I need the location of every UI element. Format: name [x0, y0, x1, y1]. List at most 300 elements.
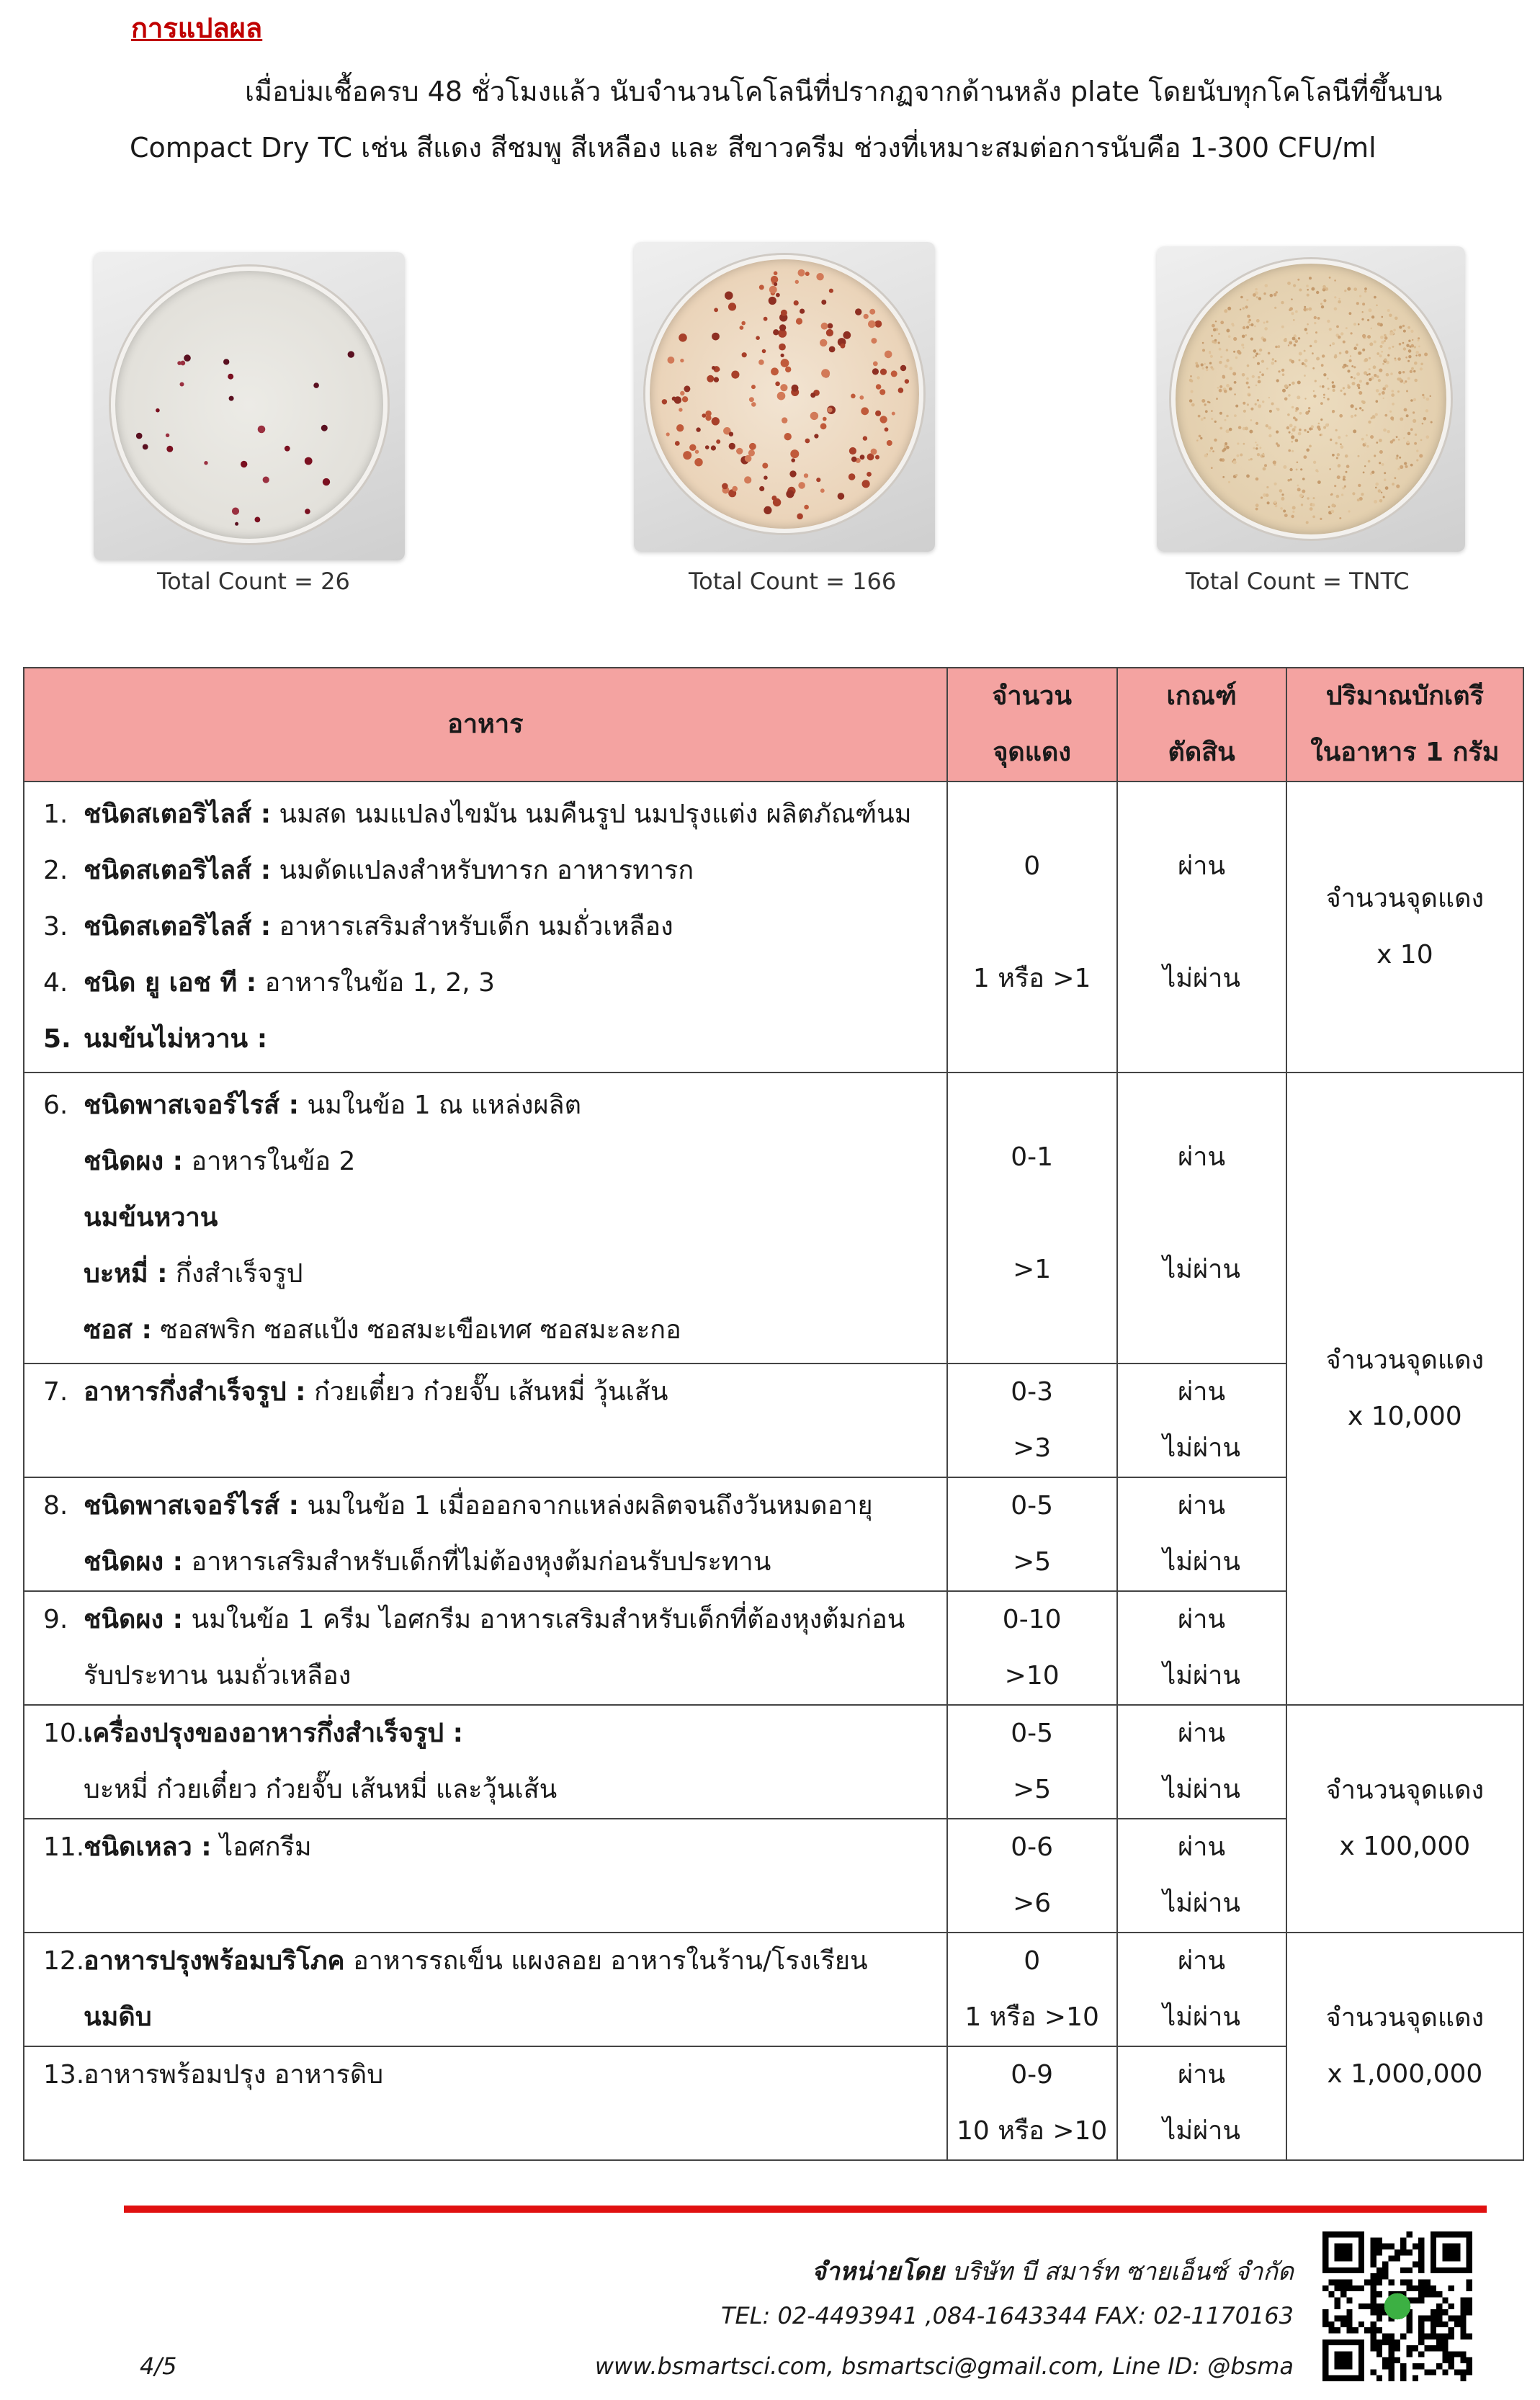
colony-dot	[1243, 402, 1245, 405]
colony-dot	[756, 336, 760, 340]
colony-dot	[1410, 399, 1413, 402]
colony-dot	[1231, 323, 1234, 326]
colony-dot	[1346, 365, 1348, 367]
colony-dot	[728, 303, 736, 310]
bacteria-formula-line1: จำนวนจุดแดง	[1325, 884, 1485, 913]
colony-dot	[1304, 398, 1306, 399]
colony-dot	[1261, 496, 1263, 498]
colony-dot	[1291, 298, 1292, 300]
colony-dot	[1334, 296, 1336, 298]
colony-dot	[1368, 460, 1371, 463]
colony-dot	[1235, 474, 1237, 476]
colony-dot	[1222, 476, 1225, 478]
plate-caption-1: Total Count = 26	[157, 568, 350, 595]
colony-dot	[1379, 462, 1381, 464]
colony-dot	[792, 385, 799, 392]
colony-dot	[712, 366, 715, 370]
food-cell-12	[24, 1933, 947, 2046]
colony-dot	[1195, 362, 1198, 365]
colony-dot	[1281, 493, 1284, 496]
colony-dot	[1320, 385, 1322, 388]
colony-dot	[1218, 333, 1220, 335]
colony-dot	[1379, 354, 1382, 357]
criteria-cell-6	[1117, 1073, 1286, 1364]
page-number: 4/5	[140, 2352, 177, 2380]
colony-dot	[1310, 507, 1313, 511]
item-number: 4.	[43, 968, 68, 998]
colony-dot	[1215, 321, 1217, 322]
colony-dot	[1307, 431, 1309, 433]
colony-dot	[684, 385, 690, 392]
bacteria-formula-line2: x 10	[1376, 940, 1433, 970]
colony-dot	[1405, 465, 1407, 468]
colony-dot	[1378, 379, 1381, 382]
colony-dot	[694, 458, 702, 466]
colony-dot	[1407, 360, 1410, 362]
bacteria-formula-line2: x 100,000	[1339, 1832, 1471, 1861]
header-food: อาหาร	[24, 668, 947, 782]
colony-dot	[875, 455, 879, 460]
colony-dot	[874, 321, 882, 328]
colony-dot	[1418, 339, 1420, 341]
colony-dot	[1306, 332, 1308, 334]
colony-dot	[1304, 359, 1308, 362]
header-bacteria-line2: ในอาหาร 1 กรัม	[1310, 738, 1500, 767]
colony-dot	[1396, 436, 1398, 438]
colony-dot	[1288, 344, 1289, 346]
count-cell-g1	[947, 782, 1117, 1073]
colony-dot	[1209, 362, 1212, 364]
colony-dot	[871, 449, 877, 455]
colony-dot	[1352, 382, 1356, 385]
colony-dot	[1229, 388, 1232, 391]
colony-dot	[1250, 323, 1253, 326]
colony-dot	[680, 391, 684, 395]
colony-dot	[1263, 292, 1266, 295]
colony-dot	[263, 477, 269, 483]
colony-dot	[1361, 409, 1364, 411]
colony-dot	[1420, 363, 1423, 366]
colony-dot	[323, 478, 330, 485]
colony-dot	[1418, 346, 1420, 348]
colony-dot	[1280, 507, 1283, 510]
colony-dot	[820, 423, 827, 429]
colony-dot	[1407, 377, 1410, 380]
colony-dot	[821, 300, 826, 305]
colony-dot	[1265, 284, 1268, 287]
colony-dot	[1410, 370, 1413, 373]
colony-dot	[1274, 483, 1277, 485]
colony-dot	[1196, 439, 1199, 442]
colony-dot	[1289, 468, 1292, 471]
colony-dot	[1304, 363, 1306, 365]
colony-dot	[740, 326, 744, 330]
colony-dot	[1279, 489, 1283, 493]
colony-dot	[156, 408, 160, 413]
colony-dot	[714, 308, 718, 312]
colony-dot	[1258, 376, 1261, 379]
count-pass: 0-1	[1011, 1142, 1054, 1172]
item-number: 12.	[43, 1946, 85, 1976]
colony-dot	[1343, 393, 1346, 395]
colony-dot	[1315, 380, 1317, 382]
colony-dot	[1335, 442, 1338, 444]
colony-dot	[1309, 277, 1312, 279]
colony-dot	[1384, 478, 1387, 481]
colony-dots-2	[634, 242, 935, 552]
item-type: ชนิดผง :	[84, 1605, 184, 1634]
colony-dot	[1249, 324, 1251, 326]
colony-dot	[1323, 426, 1326, 429]
colony-dot	[184, 354, 191, 362]
colony-dot	[1273, 293, 1277, 297]
plate-photo-1	[94, 252, 405, 560]
criteria-fail: ไม่ผ่าน	[1163, 1775, 1241, 1804]
colony-dot	[1256, 444, 1258, 446]
colony-dot	[880, 369, 887, 375]
colony-dot	[1420, 439, 1423, 442]
colony-dot	[1339, 414, 1343, 418]
item-type: นมข้นหวาน	[84, 1203, 218, 1232]
colony-dot	[1297, 395, 1300, 399]
colony-dot	[1255, 503, 1259, 507]
colony-dot	[1240, 454, 1243, 457]
colony-dot	[798, 482, 805, 489]
colony-dot	[1288, 449, 1291, 452]
colony-dot	[675, 441, 680, 446]
colony-dot	[1274, 360, 1276, 362]
colony-dot	[1394, 359, 1397, 362]
colony-dot	[1384, 472, 1386, 474]
colony-dot	[1264, 464, 1267, 467]
colony-dot	[1321, 305, 1324, 308]
colony-dot	[1413, 398, 1416, 401]
colony-dot	[1402, 371, 1405, 373]
colony-dot	[1369, 342, 1373, 346]
colony-dot	[1289, 341, 1292, 345]
colony-dot	[1219, 361, 1222, 364]
colony-dot	[1295, 310, 1298, 313]
colony-dot	[1402, 325, 1405, 327]
colony-dot	[1414, 362, 1418, 365]
colony-dot	[1190, 375, 1192, 377]
colony-dot	[1238, 426, 1241, 429]
header-criteria	[1117, 668, 1286, 782]
colony-dot	[228, 374, 233, 380]
colony-dot	[1376, 400, 1379, 403]
colony-dot	[885, 427, 889, 431]
colony-dot	[1382, 388, 1386, 391]
colony-dot	[1343, 341, 1346, 344]
colony-dot	[1337, 475, 1340, 479]
colony-dot	[1321, 364, 1324, 367]
colony-dot	[1299, 352, 1302, 356]
colony-dot	[797, 514, 803, 520]
colony-dot	[1228, 481, 1230, 483]
colony-dot	[1284, 385, 1288, 388]
colony-dot	[680, 359, 684, 362]
colony-dot	[1390, 372, 1393, 375]
bacteria-cell-g1	[1286, 782, 1523, 1073]
colony-dot	[820, 488, 825, 493]
colony-dot	[1222, 375, 1226, 379]
colony-dot	[313, 382, 319, 388]
colony-dot	[1191, 403, 1195, 407]
colony-dot	[1293, 319, 1295, 321]
colony-dot	[1248, 321, 1250, 323]
colony-dot	[1226, 359, 1229, 362]
colony-dot	[1307, 289, 1309, 291]
colony-dot	[1206, 366, 1209, 369]
colony-dot	[1380, 336, 1384, 339]
colony-dot	[1410, 428, 1413, 431]
colony-dot	[1211, 418, 1213, 420]
colony-dot	[1230, 367, 1233, 370]
colony-dot	[773, 329, 779, 335]
colony-dot	[769, 286, 777, 294]
criteria-fail: ไม่ผ่าน	[1163, 1661, 1241, 1691]
colony-dot	[1380, 345, 1383, 348]
count-cell-9	[947, 1591, 1117, 1705]
colony-dot	[1287, 479, 1290, 482]
item-type: นมดิบ	[84, 2002, 152, 2032]
colony-dot	[1294, 344, 1297, 346]
colony-dot	[1276, 408, 1279, 411]
colony-dot	[1348, 510, 1351, 512]
colony-dot	[1376, 442, 1378, 444]
colony-dot	[1297, 279, 1299, 281]
colony-dot	[790, 449, 799, 458]
colony-dot	[810, 412, 818, 420]
colony-dot	[1229, 428, 1232, 431]
colony-dot	[1204, 403, 1207, 406]
colony-dot	[1379, 393, 1381, 395]
colony-dot	[1343, 387, 1345, 389]
colony-dot	[1283, 510, 1286, 513]
colony-dot	[1314, 340, 1317, 344]
colony-dot	[177, 361, 182, 365]
colony-dot	[1253, 293, 1256, 297]
count-fail: 1 หรือ >10	[964, 2002, 1099, 2032]
colony-dot	[1306, 449, 1310, 452]
colony-dot	[204, 461, 207, 465]
item-number: 6.	[43, 1091, 68, 1120]
colony-dot	[1338, 436, 1340, 439]
item-desc: อาหารเสริมสำหรับเด็ก นมถั่วเหลือง	[271, 912, 673, 941]
colony-dot	[1243, 443, 1245, 445]
count-pass: 0	[1024, 851, 1041, 881]
colony-dot	[1201, 418, 1204, 421]
count-fail: >1	[1013, 1255, 1052, 1284]
item-number: 5.	[43, 1024, 71, 1054]
colony-dot	[779, 324, 786, 331]
colony-dot	[1399, 457, 1401, 459]
colony-dot	[1344, 290, 1346, 292]
colony-dot	[1233, 337, 1237, 341]
colony-dot	[1320, 303, 1322, 305]
colony-dot	[1257, 362, 1260, 365]
colony-dot	[1248, 459, 1250, 461]
colony-dot	[1356, 302, 1359, 305]
colony-dot	[1382, 463, 1384, 466]
item-desc: บะหมี่ ก๋วยเตี๋ยว ก๋วยจั๊บ เส้นหมี่ และวุ้นเส้น	[84, 1775, 558, 1804]
colony-dot	[1364, 290, 1366, 292]
colony-dot	[1292, 511, 1294, 513]
colony-dot	[1312, 352, 1314, 354]
colony-dot	[1342, 366, 1345, 369]
colony-dot	[180, 382, 184, 387]
colony-dot	[1356, 344, 1358, 346]
colony-dot	[1374, 296, 1376, 299]
colony-dot	[1289, 431, 1291, 434]
colony-dot	[1291, 433, 1292, 434]
item-type: ชนิดผง :	[84, 1147, 184, 1176]
colony-dot	[1330, 493, 1333, 496]
food-cell-g1	[24, 782, 947, 1073]
colony-dot	[775, 382, 780, 387]
colony-dot	[1253, 447, 1255, 449]
colony-dot	[1407, 441, 1410, 444]
colony-dot	[1367, 319, 1369, 321]
colony-dot	[1352, 492, 1355, 495]
colony-dot	[1384, 358, 1387, 361]
colony-dot	[887, 440, 892, 446]
colony-dot	[1414, 442, 1417, 445]
colony-dot	[1407, 432, 1411, 436]
colony-dot	[1327, 398, 1329, 400]
colony-dot	[1353, 323, 1356, 326]
colony-dot	[1318, 423, 1320, 425]
colony-dot	[1320, 418, 1322, 421]
colony-dot	[1387, 430, 1390, 433]
colony-dot	[1362, 303, 1365, 305]
colony-dot	[1338, 298, 1340, 300]
colony-dot	[816, 273, 823, 280]
item-number: 10.	[43, 1719, 85, 1748]
colony-dot	[1306, 521, 1309, 524]
criteria-cell-10	[1117, 1705, 1286, 1819]
colony-dot	[1370, 435, 1374, 439]
colony-dot	[668, 357, 675, 364]
colony-dot	[1325, 424, 1329, 427]
colony-dot	[786, 490, 794, 498]
plate-caption-2: Total Count = 166	[689, 568, 897, 595]
colony-dot	[1311, 287, 1315, 291]
colony-dot	[1364, 442, 1366, 444]
item-type: ชนิด ยู เอช ที :	[84, 968, 257, 998]
colony-dot	[1341, 493, 1343, 496]
item-number: 11.	[43, 1832, 85, 1862]
colony-dot	[764, 317, 768, 321]
colony-dot	[764, 506, 771, 514]
colony-dot	[876, 384, 882, 390]
colony-dot	[1268, 426, 1271, 430]
colony-dot	[1213, 328, 1217, 332]
food-cell-13	[24, 2046, 947, 2160]
colony-dot	[1408, 349, 1412, 353]
colony-dot	[829, 289, 833, 293]
colony-dot	[1299, 494, 1303, 498]
header-criteria-line2: ตัดสิน	[1168, 738, 1235, 767]
colony-dot	[1273, 501, 1276, 503]
colony-dot	[1295, 407, 1299, 411]
header-bacteria	[1286, 668, 1523, 782]
colony-dot	[683, 451, 691, 460]
colony-dot	[1415, 434, 1417, 436]
item-desc: อาหารรถเข็น แผงลอย อาหารในร้าน/โรงเรียน	[344, 1946, 868, 1976]
item-desc: ไอศกรีม	[211, 1832, 312, 1862]
colony-dot	[1217, 387, 1219, 389]
colony-dot	[1281, 326, 1284, 328]
colony-dot	[1246, 475, 1250, 478]
food-cell-11	[24, 1819, 947, 1933]
colony-dot	[762, 463, 768, 469]
colony-dot	[1271, 403, 1274, 406]
colony-dot	[1358, 323, 1360, 326]
colony-dot	[1354, 414, 1356, 416]
colony-dot	[789, 470, 796, 477]
colony-dot	[1266, 321, 1268, 323]
colony-dots-3	[1157, 246, 1465, 552]
colony-dot	[1346, 435, 1348, 437]
colony-dot	[729, 432, 733, 436]
colony-dot	[774, 272, 778, 276]
colony-dot	[1247, 315, 1250, 318]
colony-dot	[1392, 346, 1394, 348]
colony-dot	[1405, 357, 1407, 359]
colony-dot	[1293, 284, 1296, 287]
colony-dot	[885, 351, 892, 359]
colony-dot	[798, 269, 805, 277]
colony-dot	[1397, 357, 1401, 361]
colony-dot	[1393, 329, 1396, 332]
colony-dot	[666, 432, 670, 436]
colony-dot	[689, 444, 696, 451]
colony-dot	[1304, 350, 1306, 352]
item-type: ชนิดเหลว :	[84, 1832, 212, 1862]
colony-dot	[749, 397, 754, 402]
count-pass: 0	[1024, 1946, 1041, 1976]
colony-dot	[1313, 461, 1316, 464]
colony-dot	[1219, 458, 1222, 461]
colony-dot	[305, 457, 313, 465]
item-desc: อาหารเสริมสำหรับเด็กที่ไม่ต้องหุงต้มก่อนรับประทาน	[183, 1547, 771, 1577]
colony-dot	[1255, 508, 1258, 511]
colony-dot	[679, 333, 687, 342]
colony-dot	[1204, 454, 1208, 457]
colony-dot	[1237, 442, 1239, 444]
colony-dot	[1359, 295, 1361, 297]
colony-dot	[1287, 413, 1290, 416]
colony-dot	[864, 314, 869, 319]
colony-dot	[712, 333, 720, 341]
count-pass: 0-5	[1011, 1719, 1054, 1748]
item-number: 2.	[43, 856, 68, 885]
colony-dot	[1371, 328, 1373, 330]
colony-dot	[1379, 439, 1382, 442]
colony-dot	[821, 369, 830, 377]
colony-dot	[1281, 301, 1284, 304]
colony-dot	[1256, 319, 1260, 323]
colony-dot	[1209, 401, 1211, 403]
colony-dot	[1333, 389, 1335, 392]
item-type: ชนิดสเตอริไลส์ :	[84, 800, 272, 829]
colony-dot	[774, 282, 777, 286]
colony-dot	[805, 272, 810, 276]
colony-dot	[849, 447, 856, 455]
colony-dot	[1396, 485, 1400, 488]
colony-dot	[1245, 305, 1248, 308]
